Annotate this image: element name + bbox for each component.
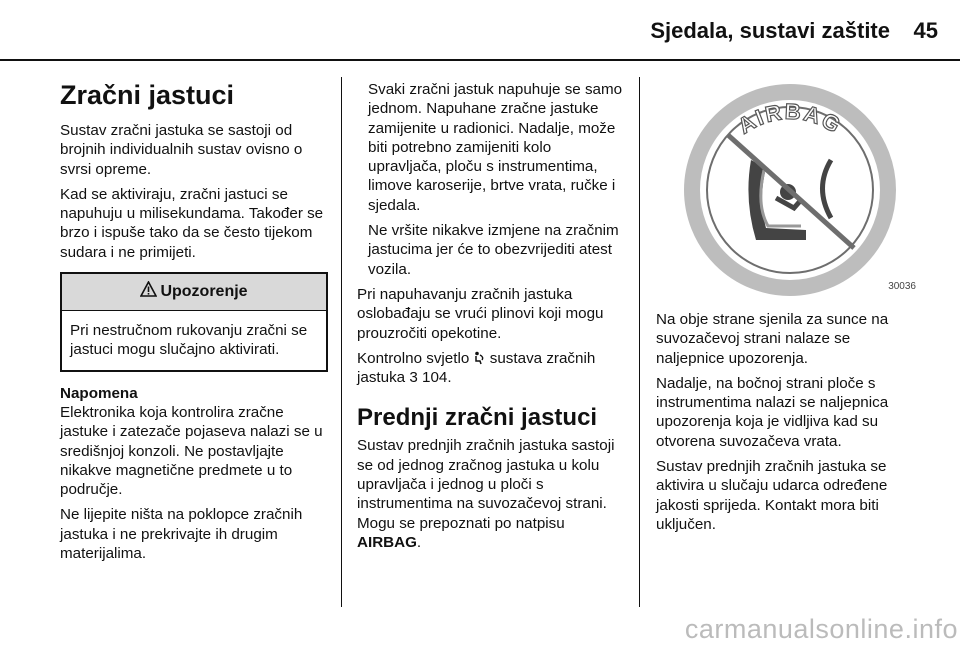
- section-heading: Prednji zračni jastuci: [357, 404, 598, 432]
- section-heading: Zračni jastuci: [60, 80, 235, 110]
- warning-title: Upozorenje: [160, 283, 248, 301]
- column-1: [60, 80, 328, 569]
- note-title: Napomena: [60, 384, 138, 402]
- airbag-label: AIRBAG: [357, 533, 417, 551]
- note-paragraph: Ne lijepite ništa na poklopce zračnih jastuka i ne prekrivajte ih drugim materijalima.: [60, 506, 303, 563]
- airbag-figure-label: AIRBAG: [733, 98, 847, 139]
- paragraph: Sustav zračni jastuka se sastoji od brojnih individualnih sustav ovisno o svrsi opreme.: [60, 122, 303, 178]
- warning-box: [60, 272, 328, 372]
- indented-block: [357, 80, 625, 279]
- paragraph-text: Sustav prednjih zračnih jastuka sastoji se od jednog zračnog jastuka u kolu upravljača i jednog u ploči s instrumentima na suvozačevoj strani. Mogu se prepoznati po natpisu: [357, 437, 615, 532]
- column-3: [656, 80, 922, 540]
- column-divider: [639, 77, 640, 607]
- column-2: [357, 80, 625, 558]
- header-divider: [0, 59, 960, 61]
- watermark: carmanualsonline.info: [684, 614, 958, 644]
- paragraph: [357, 349, 625, 388]
- punctuation: .: [416, 533, 422, 551]
- paragraph: Kad se aktiviraju, zračni jastuci se napuhuju u milisekundama. Također se brzo i ispuše tako da se često tijekom sudara i ne primijeti.: [60, 185, 324, 261]
- paragraph: Nadalje, na bočnoj strani ploče s instrumentima nalazi se naljepnica upozorenja koja je vidljiva kad su otvorena suvozačeva vrata.: [656, 374, 889, 450]
- warning-triangle-icon: [140, 281, 157, 302]
- note-paragraph: Elektronika koja kontrolira zračne jastuke i zatezače pojaseva nalazi se u središnjoj konzoli. Ne postavljajte nikakve magnetične predmete u to područje.: [60, 403, 323, 499]
- running-header-title: Sjedala, sustavi zaštite: [650, 18, 890, 43]
- paragraph: Sustav prednjih zračnih jastuka se aktivira u slučaju udarca određene jakosti sprijeda. Kontakt mora biti uključen.: [656, 458, 888, 533]
- paragraph: Ne vršite nikakve izmjene na zračnim jastucima jer će to obezvrijediti atest vozila.: [368, 222, 619, 278]
- airbag-indicator-icon: [474, 350, 490, 367]
- indicator-text: Kontrolno svjetlo: [357, 349, 470, 367]
- airbag-warning-figure: [656, 80, 922, 300]
- column-divider: [341, 77, 342, 607]
- indicator-text: sustava zračnih jastuka: [357, 349, 596, 387]
- page-number: 45: [913, 18, 938, 43]
- paragraph: Pri napuhavanju zračnih jastuka oslobađaju se vrući plinovi koji mogu prouzročiti opekotine.: [357, 285, 604, 342]
- paragraph: Svaki zračni jastuk napuhuje se samo jednom. Napuhane zračne jastuke zamijenite u radionici. Nadalje, može biti potrebno zamijeniti kolo upravljača, ploču s instrumentima, limove karoserije, brtve vrata, ručke i sjedala.: [368, 81, 623, 214]
- figure-id: 30036: [888, 280, 916, 292]
- paragraph: [357, 436, 625, 552]
- warning-text: Pri nestručnom rukovanju zračni se jastuci mogu slučajno aktivirati.: [70, 322, 308, 359]
- page-reference-link[interactable]: 3 104.: [409, 369, 452, 387]
- warning-header: [62, 274, 326, 311]
- paragraph: Na obje strane sjenila za sunce na suvozačevoj strani nalaze se naljepnice upozorenja.: [656, 311, 889, 367]
